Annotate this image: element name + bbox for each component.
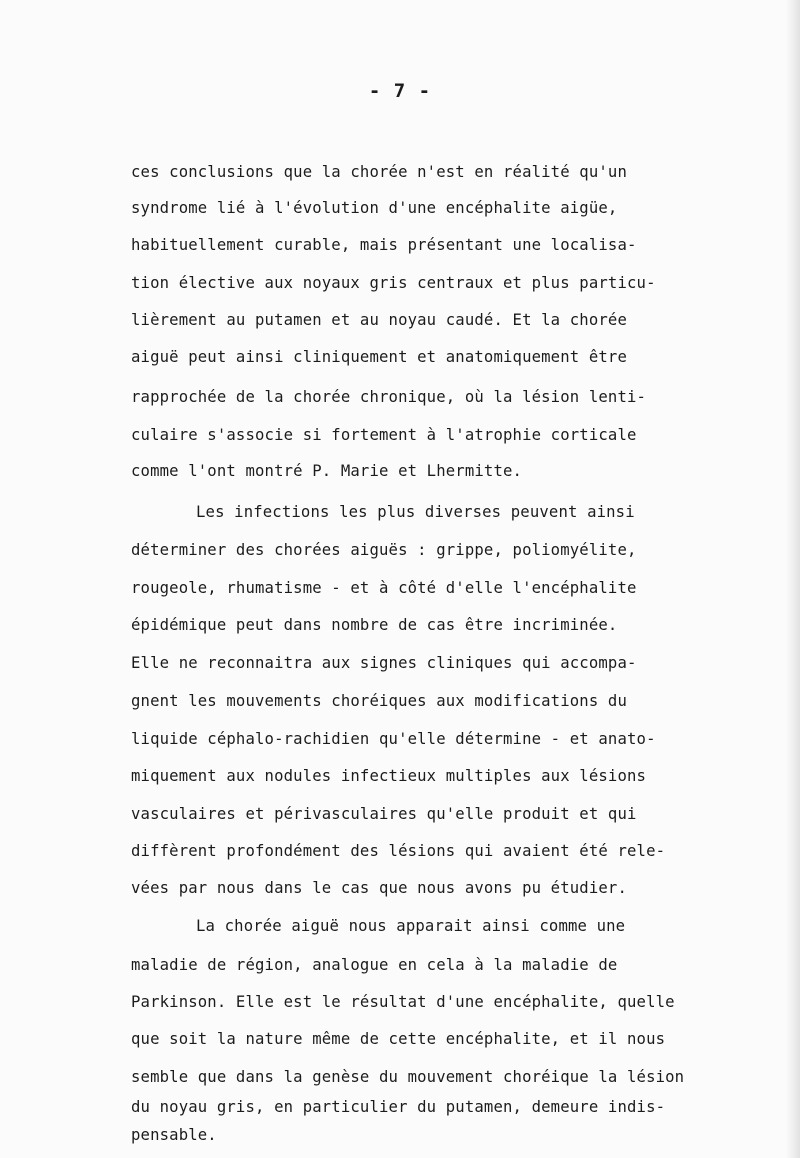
text-line: gnent les mouvements choréiques aux modifications du	[131, 692, 627, 710]
text-line: syndrome lié à l'évolution d'une encéphalite aigüe,	[131, 199, 618, 217]
text-line: que soit la nature même de cette encéphalite, et il nous	[131, 1030, 666, 1048]
text-line: culaire s'associe si fortement à l'atrophie corticale	[131, 426, 637, 444]
text-line: pensable.	[131, 1126, 217, 1144]
text-line: liquide céphalo-rachidien qu'elle détermine - et anato-	[131, 730, 656, 748]
text-line: vasculaires et périvasculaires qu'elle produit et qui	[131, 805, 637, 823]
text-line: La chorée aiguë nous apparait ainsi comme une	[196, 917, 626, 935]
text-line: Elle ne reconnaitra aux signes cliniques qui accompa-	[131, 654, 637, 672]
text-line: diffèrent profondément des lésions qui avaient été rele-	[131, 842, 666, 860]
text-line: déterminer des chorées aiguës : grippe, poliomyélite,	[131, 541, 637, 559]
text-line: Les infections les plus diverses peuvent ainsi	[196, 503, 635, 521]
text-line: aiguë peut ainsi cliniquement et anatomiquement être	[131, 348, 627, 366]
text-line: comme l'ont montré P. Marie et Lhermitte.	[131, 462, 523, 480]
text-line: lièrement au putamen et au noyau caudé. Et la chorée	[131, 311, 627, 329]
text-line: Parkinson. Elle est le résultat d'une encéphalite, quelle	[131, 993, 675, 1011]
text-line: habituellement curable, mais présentant une localisa-	[131, 236, 637, 254]
text-line: épidémique peut dans nombre de cas être incriminée.	[131, 616, 618, 634]
text-line: miquement aux nodules infectieux multiples aux lésions	[131, 767, 647, 785]
text-line: maladie de région, analogue en cela à la maladie de	[131, 956, 618, 974]
text-line: tion élective aux noyaux gris centraux et plus particu-	[131, 274, 656, 292]
text-line: semble que dans la genèse du mouvement choréique la lésion	[131, 1068, 685, 1086]
text-line: vées par nous dans le cas que nous avons pu étudier.	[131, 879, 627, 897]
page-number: - 7 -	[368, 80, 432, 102]
text-line: ces conclusions que la chorée n'est en réalité qu'un	[131, 163, 627, 181]
text-line: rougeole, rhumatisme - et à côté d'elle l'encéphalite	[131, 579, 637, 597]
text-line: rapprochée de la chorée chronique, où la lésion lenti-	[131, 388, 647, 406]
text-line: du noyau gris, en particulier du putamen, demeure indis-	[131, 1098, 666, 1116]
page-edge-shadow	[786, 0, 800, 1158]
